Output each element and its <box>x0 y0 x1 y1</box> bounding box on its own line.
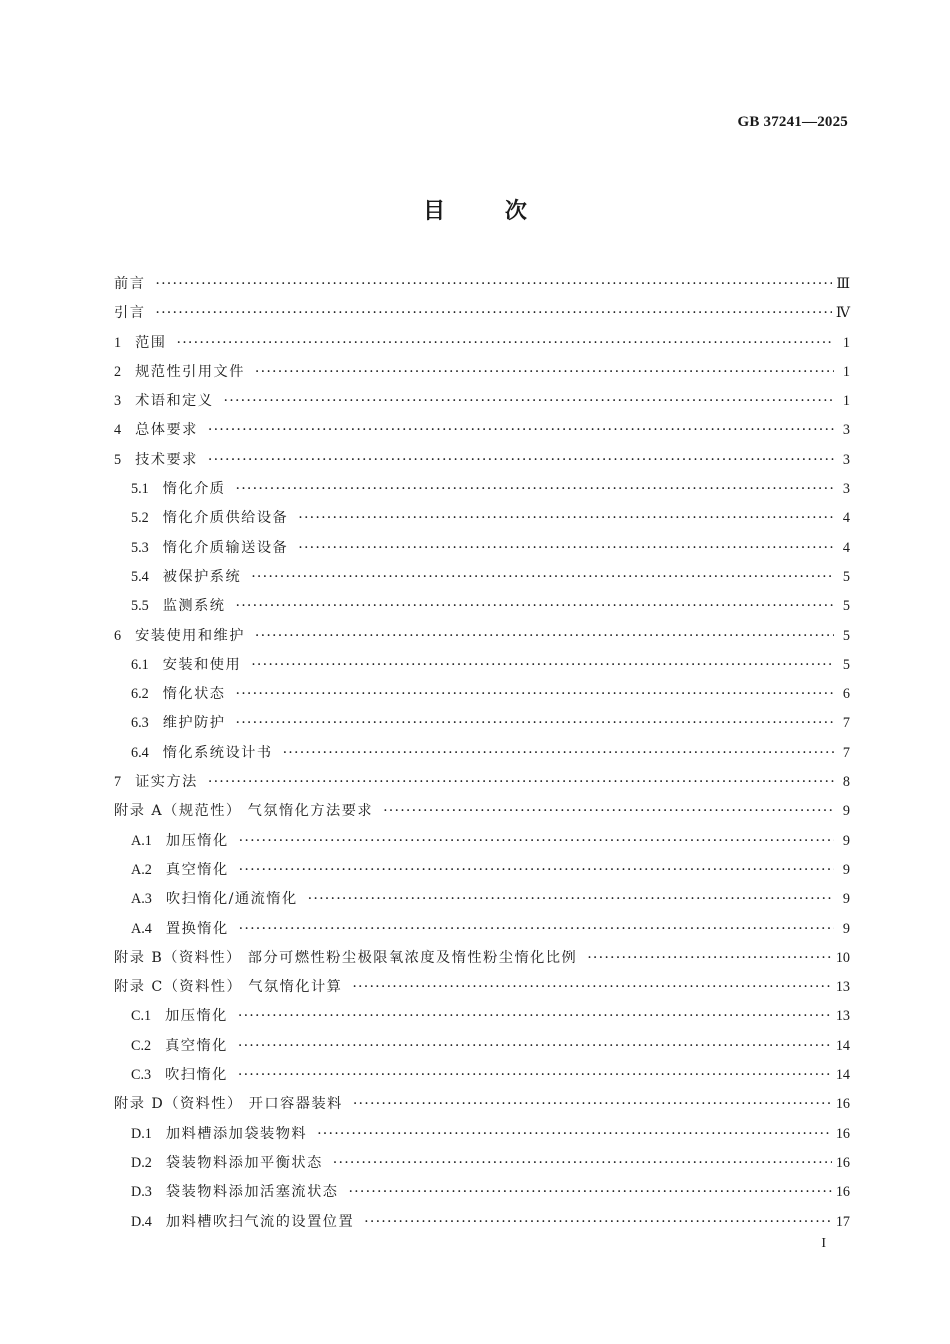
toc-entry-title: 附录 B（资料性） 部分可燃性粉尘极限氧浓度及惰性粉尘惰化比例 <box>114 949 578 966</box>
toc-leader-dots <box>238 1061 832 1090</box>
toc-entry[interactable] <box>114 768 850 797</box>
toc-leader-dots <box>208 768 834 797</box>
page-title-text: 目 次 <box>423 199 527 224</box>
toc-entry-title: 袋装物料添加平衡状态 <box>165 1154 323 1171</box>
toc-leader-dots <box>155 270 832 299</box>
toc-entry-number: C.1 <box>131 1008 152 1025</box>
toc-entry[interactable] <box>114 651 850 680</box>
toc-entry-page: 10 <box>835 949 850 966</box>
toc-entry[interactable] <box>114 797 850 826</box>
page-title <box>0 194 950 225</box>
toc-leader-dots <box>236 475 835 504</box>
toc-entry-number: 1 <box>114 334 122 351</box>
toc-leader-dots <box>239 915 834 944</box>
toc-entry-page: 3 <box>842 481 850 498</box>
toc-entry-page: 6 <box>842 686 850 703</box>
toc-entry-title: 真空惰化 <box>165 1037 228 1054</box>
toc-entry-title: 置换惰化 <box>165 920 229 937</box>
toc-entry-number: A.2 <box>131 861 152 878</box>
toc-entry[interactable] <box>114 856 850 885</box>
toc-leader-dots <box>251 651 834 680</box>
toc-entry[interactable] <box>114 504 850 533</box>
toc-entry-page: 1 <box>842 393 850 410</box>
toc-entry[interactable] <box>114 534 850 563</box>
toc-entry[interactable] <box>114 915 850 944</box>
toc-entry-number: D.3 <box>131 1184 152 1201</box>
toc-entry-number: D.1 <box>131 1125 152 1142</box>
toc-entry-title: 证实方法 <box>135 774 198 791</box>
toc-entry-number: A.1 <box>131 832 152 849</box>
toc-leader-dots <box>348 1178 831 1207</box>
toc-entry-page: 7 <box>842 715 850 732</box>
toc-entry-title: 术语和定义 <box>135 393 214 410</box>
toc-entry-page: 1 <box>842 334 850 351</box>
toc-entry-page: 3 <box>842 451 850 468</box>
toc-entry-number: 6.1 <box>131 656 149 673</box>
toc-entry[interactable] <box>114 1002 850 1031</box>
toc-entry[interactable] <box>114 680 850 709</box>
toc-entry-title: 技术要求 <box>135 451 198 468</box>
toc-entry[interactable] <box>114 1061 850 1090</box>
toc-entry-title: 吹扫惰化 <box>165 1067 228 1084</box>
toc-entry-page: 5 <box>842 627 850 644</box>
toc-entry-title: 被保护系统 <box>162 568 242 585</box>
toc-entry-page: 7 <box>842 744 850 761</box>
toc-leader-dots <box>236 709 835 738</box>
toc-entry[interactable] <box>114 446 850 475</box>
toc-entry-number: A.4 <box>131 920 152 937</box>
toc-leader-dots <box>587 944 832 973</box>
toc-leader-dots <box>208 446 834 475</box>
table-of-contents <box>114 270 850 1237</box>
toc-entry-page: 9 <box>842 803 850 820</box>
toc-entry[interactable] <box>114 1178 850 1207</box>
toc-entry-title: 安装使用和维护 <box>135 627 245 644</box>
toc-entry-title: 附录 A（规范性） 气氛惰化方法要求 <box>114 803 374 820</box>
toc-leader-dots <box>239 856 834 885</box>
toc-entry-title: 维护防护 <box>162 715 226 732</box>
toc-leader-dots <box>364 1208 832 1237</box>
toc-entry[interactable] <box>114 1208 850 1237</box>
toc-entry-page: 14 <box>835 1067 850 1084</box>
toc-entry[interactable] <box>114 387 850 416</box>
page-number: I <box>821 1236 826 1251</box>
toc-entry-number: 6 <box>114 627 122 644</box>
toc-entry[interactable] <box>114 563 850 592</box>
toc-entry-page: Ⅳ <box>835 305 850 322</box>
toc-entry-title: 前言 <box>114 276 146 292</box>
toc-entry[interactable] <box>114 1032 850 1061</box>
toc-entry-page: 16 <box>835 1096 850 1113</box>
toc-entry[interactable] <box>114 622 850 651</box>
toc-entry[interactable] <box>114 739 850 768</box>
toc-entry-title: 加料槽吹扫气流的设置位置 <box>165 1213 355 1230</box>
toc-entry-title: 范围 <box>135 334 167 351</box>
toc-entry-number: 5 <box>114 451 122 468</box>
toc-entry-page: 16 <box>835 1125 850 1142</box>
toc-entry-page: 3 <box>842 422 850 439</box>
toc-leader-dots <box>239 827 834 856</box>
toc-entry-page: 16 <box>835 1184 850 1201</box>
toc-entry[interactable] <box>114 1149 850 1178</box>
toc-leader-dots <box>308 885 834 914</box>
toc-entry-number: 5.5 <box>131 598 149 615</box>
toc-entry-title: 监测系统 <box>162 598 226 615</box>
toc-entry-number: 5.3 <box>131 539 149 556</box>
toc-entry-number: 2 <box>114 363 122 380</box>
toc-entry[interactable] <box>114 416 850 445</box>
toc-entry-page: 13 <box>835 979 850 996</box>
toc-leader-dots <box>383 797 834 826</box>
toc-entry-page: 5 <box>842 656 850 673</box>
toc-leader-dots <box>176 329 834 358</box>
toc-entry[interactable] <box>114 592 850 621</box>
toc-entry[interactable] <box>114 827 850 856</box>
toc-entry-page: 14 <box>835 1037 850 1054</box>
toc-entry[interactable] <box>114 475 850 504</box>
toc-entry-title: 总体要求 <box>135 422 198 439</box>
toc-entry-title: 惰化介质输送设备 <box>162 539 289 556</box>
toc-entry-title: 吹扫惰化/通流惰化 <box>165 891 298 908</box>
toc-entry-page: 4 <box>842 539 850 556</box>
toc-entry-number: C.3 <box>131 1067 152 1084</box>
toc-entry-page: 13 <box>835 1008 850 1025</box>
toc-entry[interactable] <box>114 329 850 358</box>
toc-entry[interactable] <box>114 1090 850 1119</box>
toc-entry[interactable] <box>114 270 850 299</box>
toc-entry-title: 加压惰化 <box>165 832 229 849</box>
toc-entry-number: 5.1 <box>131 481 149 498</box>
toc-entry-number: D.4 <box>131 1213 152 1230</box>
toc-leader-dots <box>155 299 831 328</box>
toc-leader-dots <box>208 416 834 445</box>
toc-entry[interactable] <box>114 885 850 914</box>
standard-code: GB 37241—2025 <box>737 114 848 130</box>
toc-entry-page: 9 <box>842 861 850 878</box>
toc-entry-page: 9 <box>842 832 850 849</box>
toc-entry-title: 附录 D（资料性） 开口容器装料 <box>114 1096 343 1113</box>
toc-leader-dots <box>353 1090 832 1119</box>
toc-leader-dots <box>251 563 834 592</box>
toc-leader-dots <box>283 739 834 768</box>
toc-entry-title: 附录 C（资料性） 气氛惰化计算 <box>114 979 343 996</box>
toc-entry-title: 惰化状态 <box>162 686 226 703</box>
toc-entry-title: 引言 <box>114 305 146 322</box>
toc-entry-number: D.2 <box>131 1154 152 1171</box>
toc-entry[interactable] <box>114 299 850 328</box>
toc-entry-page: 9 <box>842 920 850 937</box>
toc-leader-dots <box>255 358 834 387</box>
toc-entry-page: 5 <box>842 598 850 615</box>
toc-entry-title: 加压惰化 <box>165 1008 228 1025</box>
toc-entry-number: A.3 <box>131 891 152 908</box>
toc-leader-dots <box>298 534 834 563</box>
toc-leader-dots <box>298 504 834 533</box>
toc-entry-number: 4 <box>114 422 122 439</box>
toc-entry-page: 8 <box>842 774 850 791</box>
toc-entry-number: 5.4 <box>131 568 149 585</box>
toc-leader-dots <box>238 1032 832 1061</box>
toc-entry-page: 1 <box>842 363 850 380</box>
toc-entry-title: 惰化系统设计书 <box>162 744 273 761</box>
toc-entry[interactable] <box>114 944 850 973</box>
toc-entry-page: 9 <box>842 891 850 908</box>
toc-entry[interactable] <box>114 358 850 387</box>
toc-entry-title: 惰化介质供给设备 <box>162 510 289 527</box>
toc-entry-number: 6.4 <box>131 744 149 761</box>
toc-entry-number: 3 <box>114 393 122 410</box>
toc-leader-dots <box>238 1002 832 1031</box>
toc-entry[interactable] <box>114 973 850 1002</box>
toc-leader-dots <box>236 680 835 709</box>
toc-entry-number: 5.2 <box>131 510 149 527</box>
toc-entry-page: 4 <box>842 510 850 527</box>
toc-entry-number: 7 <box>114 774 122 791</box>
toc-leader-dots <box>333 1149 832 1178</box>
toc-leader-dots <box>236 592 835 621</box>
toc-entry-page: 17 <box>835 1213 850 1230</box>
toc-entry-title: 真空惰化 <box>165 861 229 878</box>
toc-entry-title: 惰化介质 <box>162 481 226 498</box>
toc-entry[interactable] <box>114 1120 850 1149</box>
toc-entry-number: C.2 <box>131 1037 152 1054</box>
toc-entry[interactable] <box>114 709 850 738</box>
toc-leader-dots <box>224 387 834 416</box>
toc-entry-title: 加料槽添加袋装物料 <box>165 1125 308 1142</box>
toc-entry-title: 安装和使用 <box>162 656 242 673</box>
toc-entry-number: 6.3 <box>131 715 149 732</box>
toc-leader-dots <box>352 973 831 1002</box>
toc-leader-dots <box>255 622 834 651</box>
toc-entry-title: 袋装物料添加活塞流状态 <box>165 1184 339 1201</box>
toc-entry-page: Ⅲ <box>836 276 850 292</box>
toc-entry-page: 16 <box>835 1154 850 1171</box>
toc-entry-number: 6.2 <box>131 686 149 703</box>
toc-leader-dots <box>317 1120 832 1149</box>
toc-entry-page: 5 <box>842 568 850 585</box>
toc-entry-title: 规范性引用文件 <box>135 363 245 380</box>
